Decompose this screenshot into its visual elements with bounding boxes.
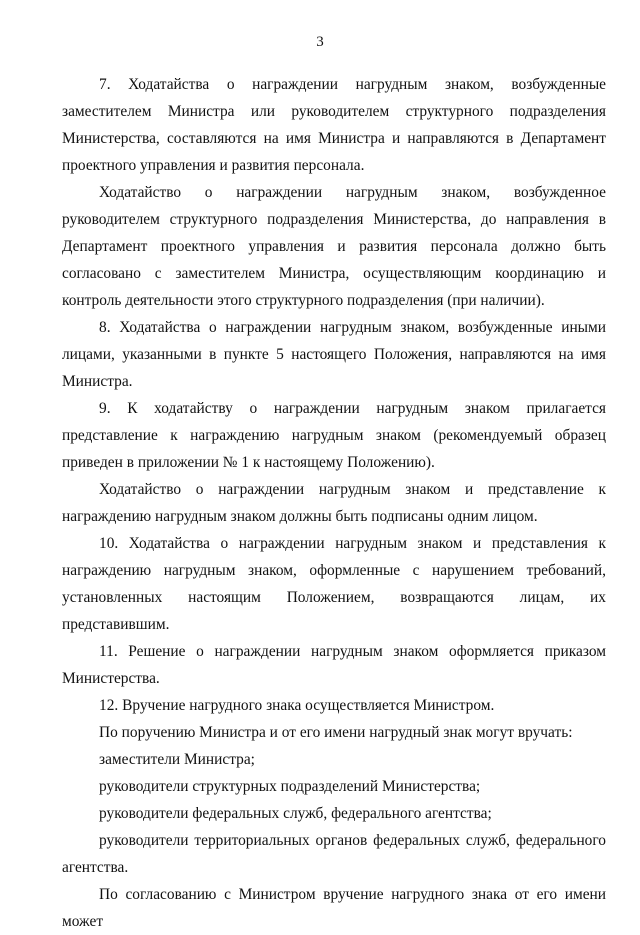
list-item-federal-services-heads: руководители федеральных служб, федерального агентства; bbox=[99, 805, 492, 822]
paragraph-10: 10. Ходатайства о награждении нагрудным знаком и представления к награждению нагрудным знаком, оформленные с нарушением требований, установленных настоящим Положением, возвращаются лицам, их представившим. bbox=[62, 535, 606, 633]
list-item-division-heads: руководители структурных подразделений Министерства; bbox=[99, 778, 481, 795]
document-body bbox=[62, 71, 606, 935]
paragraph-7: 7. Ходатайства о награждении нагрудным знаком, возбужденные заместителем Министра или руководителем структурного подразделения Министерства, составляются на имя Министра и направляются в Департамент проектного управления и развития персонала. bbox=[62, 76, 606, 174]
paragraph-12-agreement: По согласованию с Министром вручение нагрудного знака от его имени может bbox=[62, 886, 606, 930]
paragraph-9-signature: Ходатайство о награждении нагрудным знаком и представление к награждению нагрудным знаком должны быть подписаны одним лицом. bbox=[62, 481, 606, 525]
paragraph-11: 11. Решение о награждении нагрудным знаком оформляется приказом Министерства. bbox=[62, 643, 606, 687]
list-item-deputy-ministers: заместители Министра; bbox=[99, 751, 255, 768]
page-number: 3 bbox=[316, 34, 324, 50]
paragraph-7-approval: Ходатайство о награждении нагрудным знаком, возбужденное руководителем структурного подразделения Министерства, до направления в Департамент проектного управления и развития персонала должно быть согласовано с заместителем Министра, осуществляющим координацию и контроль деятельности этого структурного подразделения (при наличии). bbox=[62, 184, 606, 309]
paragraph-8: 8. Ходатайства о награждении нагрудным знаком, возбужденные иными лицами, указанными в пункте 5 настоящего Положения, направляются на имя Министра. bbox=[62, 319, 606, 390]
paragraph-12-delegation: По поручению Министра и от его имени нагрудный знак могут вручать: bbox=[99, 724, 573, 741]
paragraph-9: 9. К ходатайству о награждении нагрудным знаком прилагается представление к награждению нагрудным знаком (рекомендуемый образец приведен в приложении № 1 к настоящему Положению). bbox=[62, 400, 606, 471]
paragraph-12: 12. Вручение нагрудного знака осуществляется Министром. bbox=[99, 697, 495, 714]
list-item-territorial-heads: руководители территориальных органов федеральных служб, федерального агентства. bbox=[62, 832, 606, 876]
